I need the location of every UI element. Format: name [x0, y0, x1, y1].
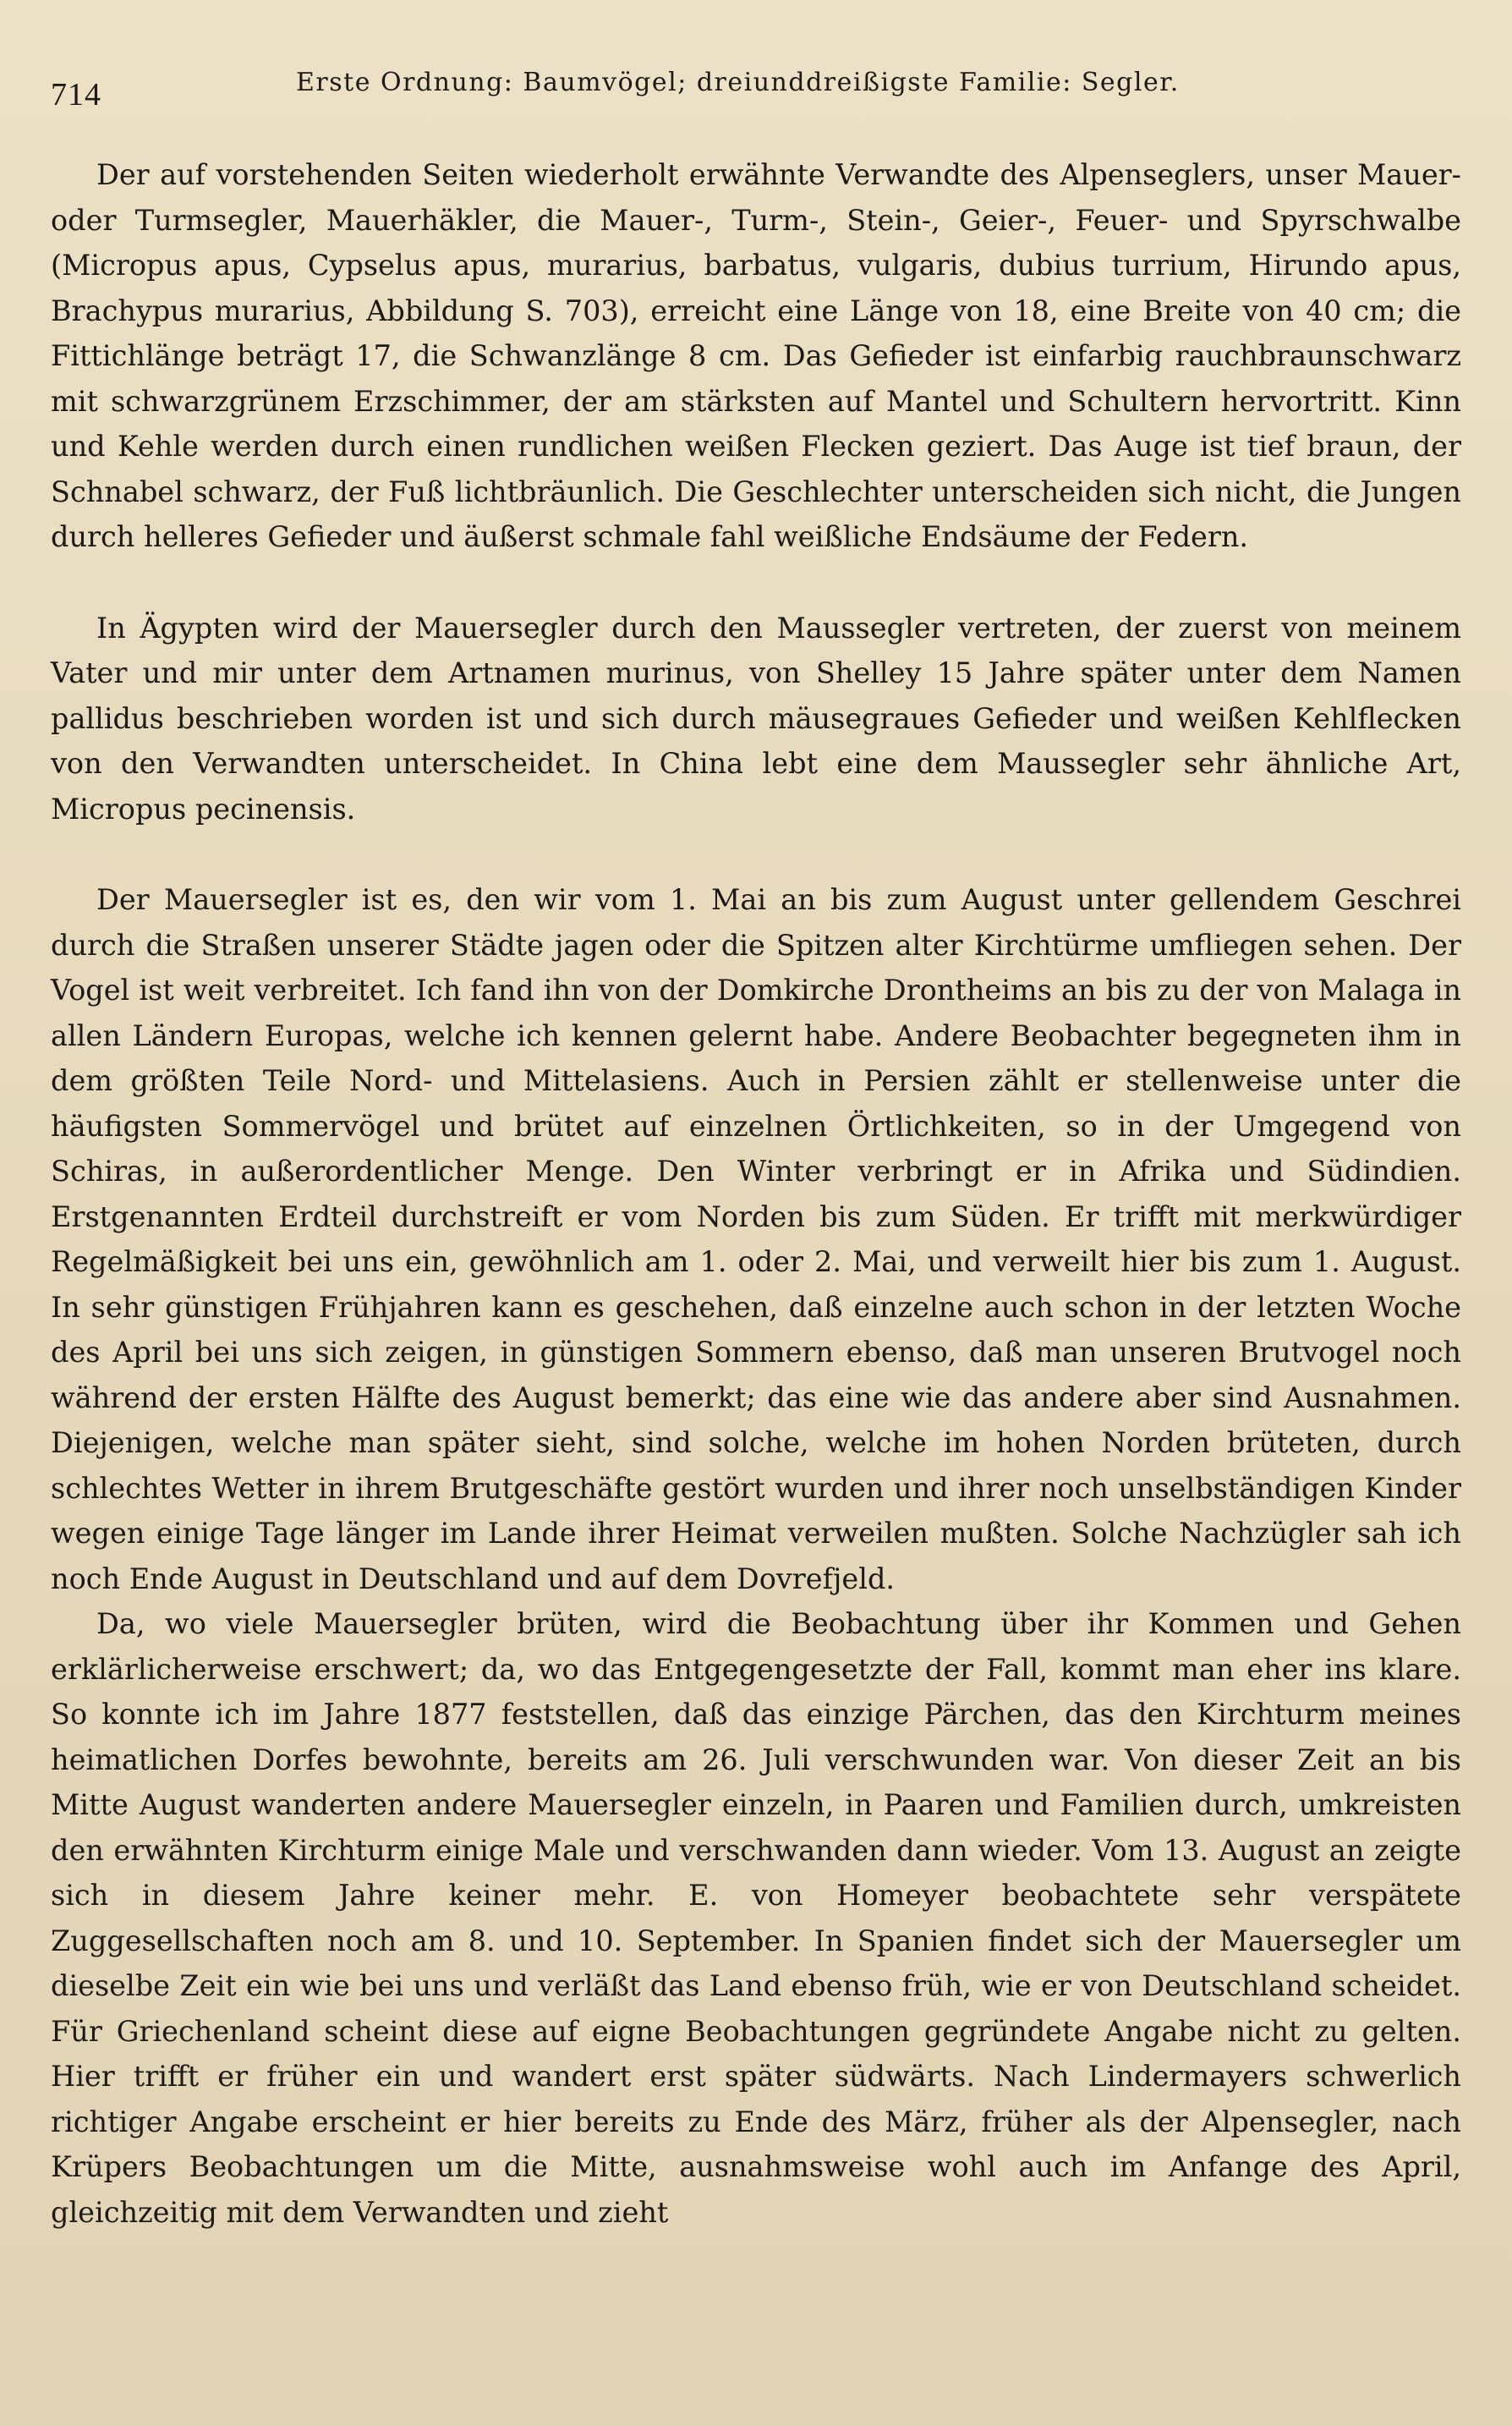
running-head — [51, 68, 1461, 127]
paragraph-distribution: Der Mauersegler ist es, den wir vom 1. Mai an bis zum August unter gellendem Geschrei durch die Straßen unserer Städte jagen oder die Spitzen alter Kirchtürme umfliegen sehen. Der Vogel ist weit verbreitet. Ich fand ihn von der Domkirche Drontheims an bis zu der von Malaga in allen Ländern Europas, welche ich kennen gelernt habe. Andere Beobachter begegneten ihm in dem größten Teile Nord- und Mittelasiens. Auch in Persien zählt er stellenweise unter die häufigsten Sommervögel und brütet auf einzelnen Örtlichkeiten, so in der Umgegend von Schiras, in außerordentlicher Menge. Den Winter verbringt er in Afrika und Südindien. Erstgenannten Erdteil durchstreift er vom Norden bis zum Süden. Er trifft mit merkwürdiger Regelmäßigkeit bei uns ein, gewöhnlich am 1. oder 2. Mai, und verweilt hier bis zum 1. August. In sehr günstigen Frühjahren kann es geschehen, daß einzelne auch schon in der letzten Woche des April bei uns sich zeigen, in günstigen Sommern ebenso, daß man unseren Brutvogel noch während der ersten Hälfte des August bemerkt; das eine wie das andere aber sind Ausnahmen. Diejenigen, welche man später sieht, sind solche, welche im hohen Norden brüteten, durch schlechtes Wetter in ihrem Brutgeschäfte gestört wurden und ihrer noch unselbständigen Kinder wegen einige Tage länger im Lande ihrer Heimat verweilen mußten. Solche Nachzügler sah ich noch Ende August in Deutschland und auf dem Dovrefjeld. — [51, 883, 1461, 1595]
page-number: 714 — [51, 77, 101, 113]
paragraph-migration: Da, wo viele Mauersegler brüten, wird die Beobachtung über ihr Kommen und Gehen erklärlicherweise erschwert; da, wo das Entgegengesetzte der Fall, kommt man eher ins klare. So konnte ich im Jahre 1877 feststellen, daß das einzige Pärchen, das den Kirchturm meines heimatlichen Dorfes bewohnte, bereits am 26. Juli verschwunden war. Von dieser Zeit an bis Mitte August wanderten andere Mauersegler einzeln, in Paaren und Familien durch, umkreisten den erwähnten Kirchturm einige Male und verschwanden dann wieder. Vom 13. August an zeigte sich in diesem Jahre keiner mehr. E. von Homeyer beobachtete sehr verspätete Zuggesellschaften noch am 8. und 10. September. In Spanien findet sich der Mauersegler um dieselbe Zeit ein wie bei uns und verläßt das Land ebenso früh, wie er von Deutschland scheidet. Für Griechenland scheint diese auf eigne Beobachtungen gegründete Angabe nicht zu gelten. Hier trifft er früher ein und wandert erst später südwärts. Nach Lindermayers schwerlich richtiger Angabe erscheint er hier bereits zu Ende des März, früher als der Alpensegler, nach Krüpers Beobachtungen um die Mitte, ausnahmsweise wohl auch im Anfange des April, gleichzeitig mit dem Verwandten und zieht — [51, 1607, 1461, 2229]
running-title: Erste Ordnung: Baumvögel; dreiunddreißigste Familie: Segler. — [296, 68, 1180, 97]
paragraph-related-species: In Ägypten wird der Mauersegler durch den Maussegler vertreten, der zuerst von meinem Vater und mir unter dem Artnamen murinus, von Shelley 15 Jahre später unter dem Namen pallidus beschrieben worden ist und sich durch mäusegraues Gefieder und weißen Kehlflecken von den Verwandten unterscheidet. In China lebt eine dem Maussegler sehr ähnliche Art, Micropus pecinensis. — [51, 611, 1461, 826]
paragraph-description: Der auf vorstehenden Seiten wiederholt erwähnte Verwandte des Alpenseglers, unser Mauer- oder Turmsegler, Mauerhäkler, die Mauer-, Turm-, Stein-, Geier-, Feuer- und Spyrschwalbe (Micropus apus, Cypselus apus, murarius, barbatus, vulgaris, dubius turrium, Hirundo apus, Brachypus murarius, Abbildung S. 703), erreicht eine Länge von 18, eine Breite von 40 cm; die Fittichlänge beträgt 17, die Schwanzlänge 8 cm. Das Gefieder ist einfarbig rauchbraunschwarz mit schwarzgrünem Erzschimmer, der am stärksten auf Mantel und Schultern hervortritt. Kinn und Kehle werden durch einen rundlichen weißen Flecken geziert. Das Auge ist tief braun, der Schnabel schwarz, der Fuß lichtbräunlich. Die Geschlechter unterscheiden sich nicht, die Jungen durch helleres Gefieder und äußerst schmale fahl weißliche Endsäume der Federn. — [51, 158, 1461, 553]
